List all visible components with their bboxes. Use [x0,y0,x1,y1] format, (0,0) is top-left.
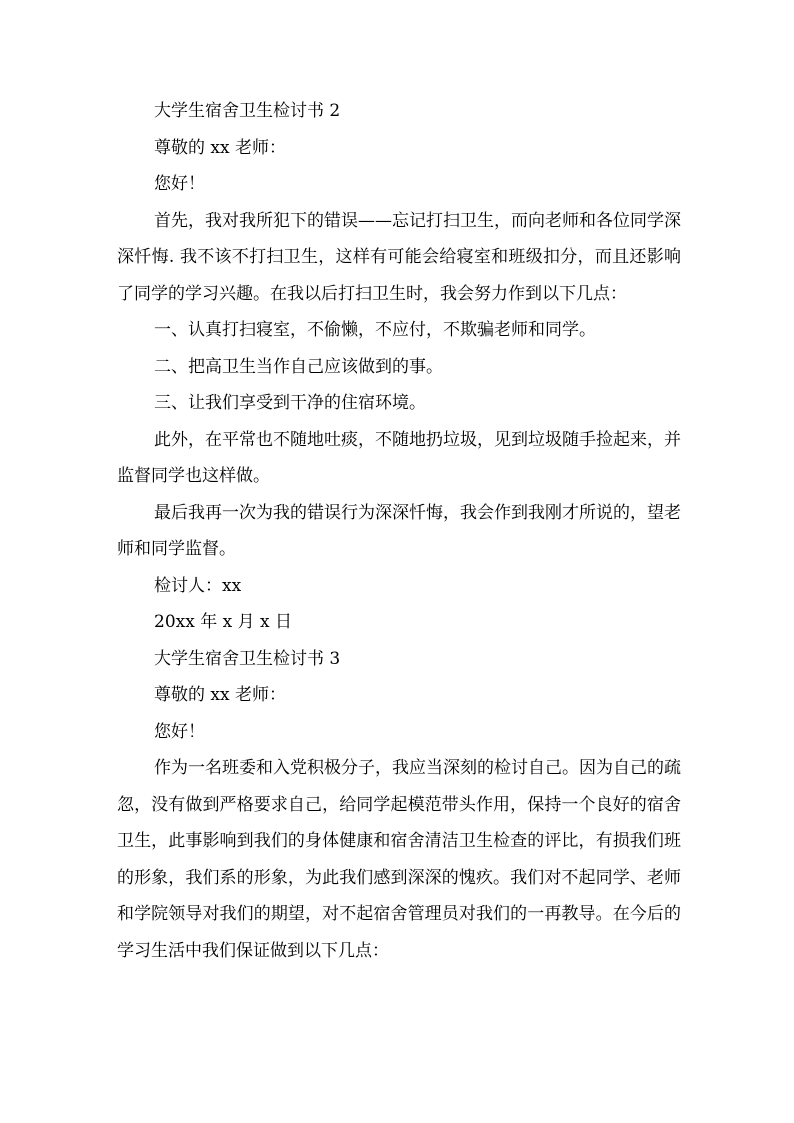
section-2-paragraph-1: 首先，我对我所犯下的错误——忘记打扫卫生，而向老师和各位同学深深忏悔. 我不该不打扫卫生，这样有可能会给寝室和班级扣分，而且还影响了同学的学习兴趣。在我以后打扫卫生时，我会努力作到以下几点： [117,210,681,304]
section-3-title: 大学生宿舍卫生检讨书 3 [154,648,341,669]
section-2-date: 20xx 年 x 月 x 日 [154,612,293,632]
document-body [117,93,681,969]
section-3-salutation: 尊敬的 xx 老师： [154,685,286,705]
section-2-paragraph-3: 最后我再一次为我的错误行为深深忏悔，我会作到我刚才所说的，望老师和同学监督。 [117,502,681,559]
section-2-signer: 检讨人：xx [154,575,242,596]
section-2-title: 大学生宿舍卫生检讨书 2 [154,101,341,121]
section-2-item-3: 三、让我们享受到干净的住宿环境。 [154,393,426,413]
section-2-item-2: 二、把高卫生当作自己应该做到的事。 [154,356,443,377]
section-3-paragraph-1: 作为一名班委和入党积极分子，我应当深刻的检讨自己。因为自己的疏忽，没有做到严格要求自己，给同学起模范带头作用，保持一个良好的宿舍卫生，此事影响到我们的身体健康和宿舍清洁卫生检查的评比，有损我们班的形象，我们系的形象，为此我们感到深深的愧疚。我们对不起同学、老师和学院领导对我们的期望，对不起宿舍管理员对我们的一再教导。在今后的学习生活中我们保证做到以下几点： [117,758,681,961]
section-2-item-1: 一、认真打扫寝室，不偷懒，不应付，不欺骗老师和同学。 [154,320,596,340]
section-2-greeting: 您好！ [154,174,205,194]
section-3-greeting: 您好！ [154,721,205,742]
section-2-salutation: 尊敬的 xx 老师： [154,137,286,158]
section-2-paragraph-2: 此外，在平常也不随地吐痰，不随地扔垃圾，见到垃圾随手捡起来，并监督同学也这样做。 [117,429,681,486]
